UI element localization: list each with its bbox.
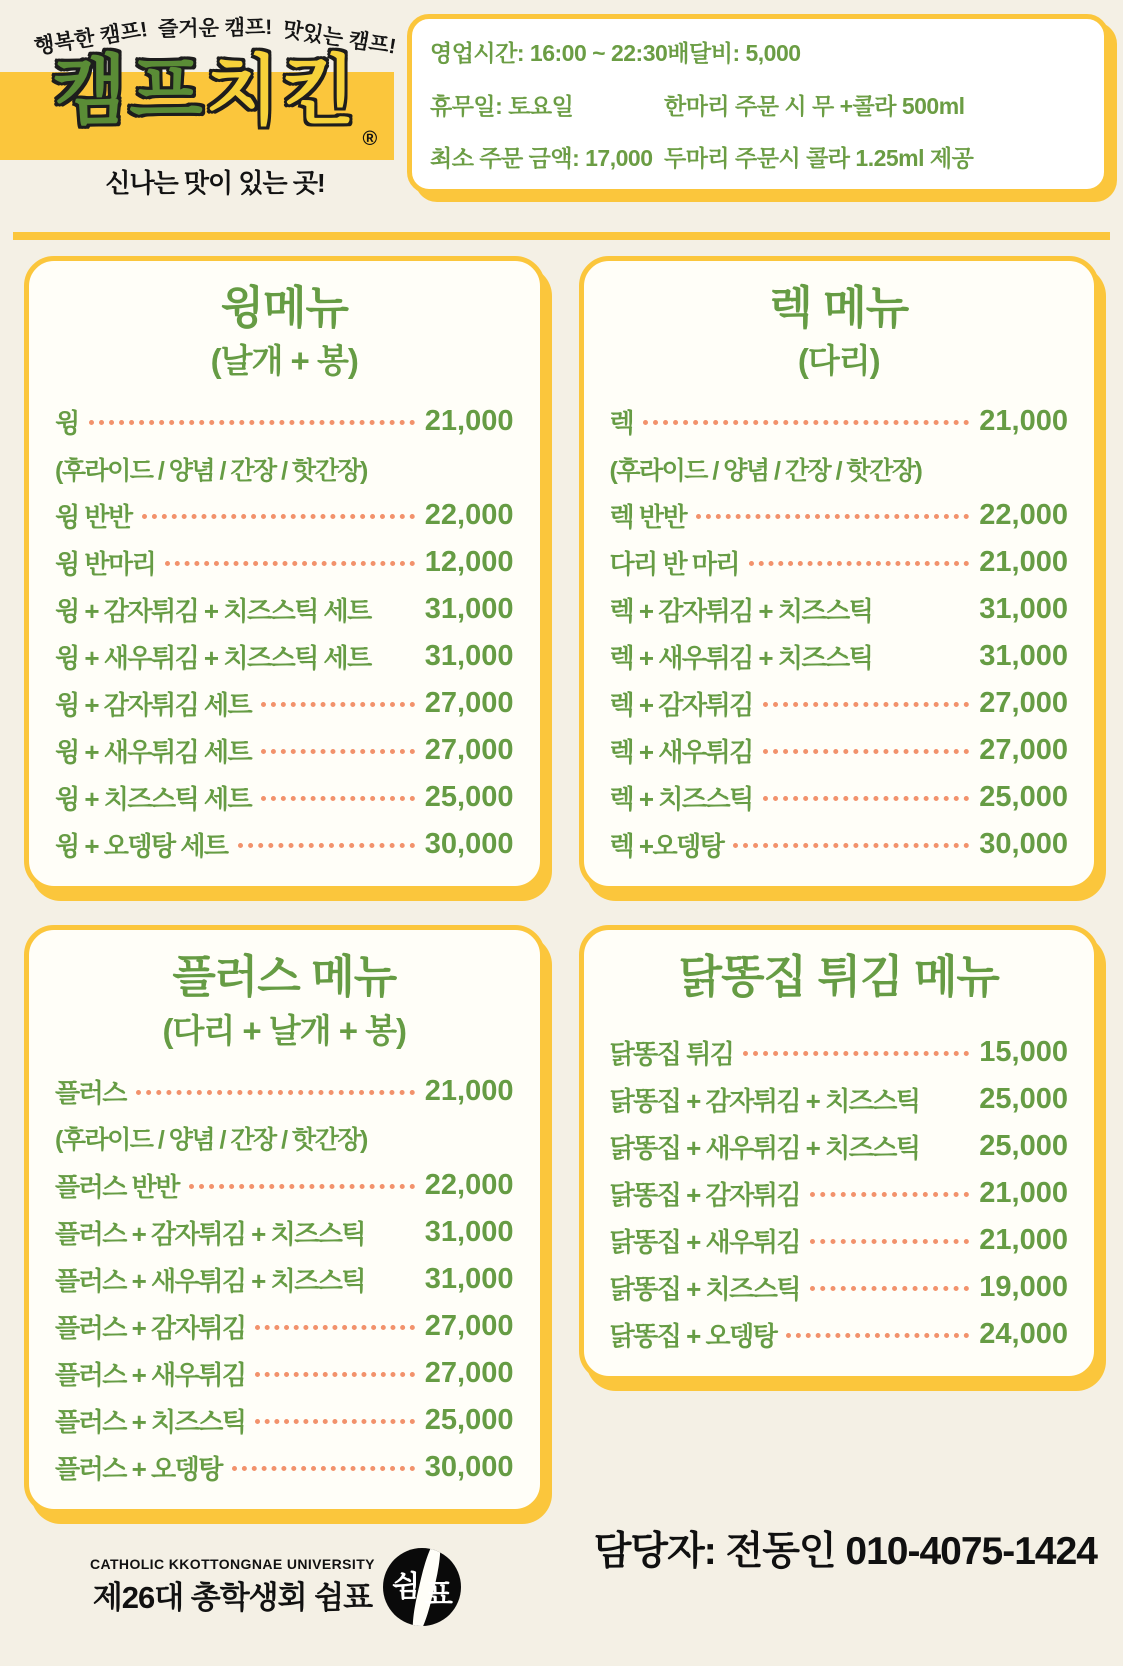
menu-item-name: 윙 + 치즈스틱 세트 [55, 784, 252, 815]
dotted-leader [810, 1286, 969, 1291]
logo-char-2: 표 [424, 1578, 453, 1611]
menu-item-price: 25,000 [979, 1129, 1068, 1162]
menu-item-price: 31,000 [424, 1262, 514, 1295]
menu-item-list [610, 398, 1069, 868]
menu-item-price: 21,000 [424, 405, 514, 438]
menu-item-name: 닭똥집 + 새우튀김 [609, 1226, 800, 1257]
menu-item-name: 윙 + 오뎅탕 세트 [55, 831, 228, 862]
info-label-left: 영업시간: 16:00 ~ 22:30 [430, 40, 668, 66]
brand-logo [46, 49, 384, 150]
menu-item-name: 윙 + 새우튀김 세트 [55, 737, 252, 768]
menu-item-name: 윙 + 새우튀김 + 치즈스틱 세트 [55, 643, 371, 674]
menu-item-price: 21,000 [979, 1176, 1068, 1209]
menu-item-name: 렉 + 감자튀김 [609, 690, 753, 721]
dotted-leader [255, 1419, 414, 1424]
menu-item-price: 25,000 [424, 1403, 514, 1436]
menu-item-price: 31,000 [424, 1215, 514, 1248]
brand-logo-block [32, 12, 398, 200]
menu-item-name: 윙 반반 [55, 502, 132, 533]
menu-item-price: 27,000 [424, 734, 514, 767]
dotted-leader [763, 796, 970, 801]
menu-item-list [55, 398, 514, 868]
menu-item-list [55, 1068, 514, 1491]
menu-item-row [55, 1350, 514, 1397]
menu-item-name: 플러스 + 감자튀김 + 치즈스틱 [55, 1218, 366, 1249]
dotted-leader [238, 843, 415, 848]
menu-card-subtitle: (다리 + 날개 + 봉) [162, 1011, 407, 1049]
dotted-leader [786, 1333, 969, 1338]
menu-item-name: 닭똥집 + 감자튀김 + 치즈스틱 [609, 1085, 920, 1116]
menu-item-name: 렉 + 감자튀김 + 치즈스틱 [609, 596, 873, 627]
menu-item-price: 19,000 [979, 1270, 1068, 1303]
menu-item-name: 닭똥집 + 감자튀김 [609, 1179, 800, 1210]
dotted-leader [142, 514, 415, 519]
menu-item-name: 렉 + 치즈스틱 [609, 784, 753, 815]
menu-item-name: 플러스 + 새우튀김 [55, 1359, 246, 1390]
dotted-leader [232, 1466, 415, 1471]
menu-item-row [610, 1123, 1069, 1170]
menu-item-row [610, 586, 1069, 633]
logo-char-1: 쉼 [391, 1570, 420, 1603]
brand-logo-yellow-part: 치킨 [205, 49, 359, 134]
menu-item-price: 25,000 [424, 781, 514, 814]
menu-item-row [55, 1209, 514, 1256]
menu-card-title: 닭똥집 튀김 메뉴 [678, 951, 999, 1003]
menu-item-name: 렉 + 새우튀김 + 치즈스틱 [609, 643, 873, 674]
menu-item-price: 27,000 [424, 1356, 514, 1389]
contact-line: 담당자: 전동인 010-4075-1424 [593, 1529, 1097, 1573]
dotted-leader [810, 1192, 969, 1197]
menu-item-price: 31,000 [424, 640, 514, 673]
tagline-part: 즐거운 캠프! [157, 16, 273, 41]
menu-item-price: 22,000 [424, 1168, 514, 1201]
header [0, 0, 1123, 224]
dotted-leader [261, 702, 415, 707]
dotted-leader [643, 420, 969, 425]
info-label-right: 두마리 주문시 콜라 1.25ml 제공 [664, 145, 974, 171]
dotted-leader [810, 1239, 969, 1244]
menu-item-row [55, 1397, 514, 1444]
menu-item-row [55, 821, 514, 868]
menu-item-row [55, 1162, 514, 1209]
menu-item-name: 다리 반 마리 [609, 549, 740, 580]
store-info-box [407, 14, 1109, 194]
menu-item-name: 윙 [55, 408, 79, 439]
menu-item-name: 렉 + 새우튀김 [609, 737, 753, 768]
dotted-leader [733, 843, 969, 848]
menu-item-name: 플러스 [55, 1077, 126, 1108]
menu-item-row [610, 1170, 1069, 1217]
menu-item-price: 22,000 [979, 499, 1068, 532]
dotted-leader [696, 514, 969, 519]
footer [0, 1516, 1123, 1666]
menu-item-row [55, 492, 514, 539]
dotted-leader [763, 702, 970, 707]
menu-item-price: 21,000 [979, 1223, 1068, 1256]
menu-grid [0, 240, 1123, 1514]
dotted-leader [255, 1372, 414, 1377]
dotted-leader [749, 561, 969, 566]
menu-card-title: 렉 메뉴 [769, 282, 909, 333]
dotted-leader [255, 1325, 414, 1330]
menu-item-price: 24,000 [979, 1317, 1068, 1350]
info-row [430, 35, 1086, 68]
menu-item-name: 윙 반마리 [55, 549, 156, 580]
info-label-right: 배달비: 5,000 [667, 40, 801, 66]
info-label-right: 한마리 주문 시 무 +콜라 500ml [664, 92, 965, 119]
menu-item-name: 닭똥집 + 치즈스틱 [609, 1273, 800, 1304]
menu-card-subtitle: (다리) [797, 342, 880, 380]
dotted-leader [136, 1090, 415, 1095]
menu-item-price: 25,000 [979, 1082, 1068, 1115]
menu-item-row [610, 821, 1069, 868]
menu-item-name: 플러스 + 감자튀김 [55, 1312, 246, 1343]
menu-item-price: 30,000 [424, 1450, 514, 1483]
menu-item-name: 플러스 + 치즈스틱 [55, 1406, 246, 1437]
dotted-leader [763, 749, 970, 754]
menu-item-name: 닭똥집 + 오뎅탕 [609, 1320, 777, 1351]
menu-item-name: 닭똥집 튀김 [609, 1038, 734, 1069]
menu-item-note: (후라이드 / 양념 / 간장 / 핫간장) [55, 1126, 367, 1155]
menu-item-name: 렉 [609, 408, 634, 439]
menu-item-name: 닭똥집 + 새우튀김 + 치즈스틱 [609, 1132, 920, 1163]
dotted-leader [165, 561, 415, 566]
menu-item-list [610, 1029, 1069, 1358]
menu-item-price: 12,000 [424, 546, 514, 579]
dotted-leader [743, 1051, 969, 1056]
menu-item-row [610, 1264, 1069, 1311]
menu-item-row [610, 1217, 1069, 1264]
menu-item-row [55, 1303, 514, 1350]
menu-item-row [610, 1311, 1069, 1358]
menu-item-name: 플러스 + 오뎅탕 [55, 1453, 222, 1484]
menu-item-row [610, 1076, 1069, 1123]
menu-card [24, 256, 545, 891]
menu-item-price: 21,000 [979, 405, 1068, 438]
menu-card-title: 플러스 메뉴 [172, 951, 397, 1003]
menu-item-note: (후라이드 / 양념 / 간장 / 핫간장) [55, 456, 367, 485]
menu-item-row [55, 1444, 514, 1491]
menu-item-price: 27,000 [979, 734, 1068, 767]
menu-item-price: 21,000 [424, 1074, 514, 1107]
menu-item-price: 27,000 [979, 687, 1068, 720]
menu-item-name: 렉 반반 [609, 502, 687, 533]
brand-logo-green-part: 캠프 [52, 49, 206, 134]
info-label-left: 최소 주문 금액: 17,000 [430, 145, 653, 171]
menu-item-name: 플러스 + 새우튀김 + 치즈스틱 [55, 1265, 366, 1296]
info-row [430, 88, 1086, 121]
brand-tagline [32, 12, 398, 59]
dotted-leader [261, 796, 415, 801]
info-row [430, 140, 1086, 173]
menu-item-row [610, 680, 1069, 727]
menu-item-row [610, 492, 1069, 539]
menu-item-name: 윙 + 감자튀김 + 치즈스틱 세트 [55, 596, 371, 627]
menu-card [579, 925, 1100, 1380]
menu-item-price: 27,000 [424, 687, 514, 720]
menu-item-row [55, 1256, 514, 1303]
menu-item-row [610, 633, 1069, 680]
section-divider [13, 232, 1110, 240]
menu-item-price: 21,000 [979, 546, 1068, 579]
menu-card-title: 윙메뉴 [220, 282, 348, 333]
dotted-leader [189, 1184, 415, 1189]
menu-item-name: 플러스 반반 [55, 1171, 179, 1202]
info-label-left: 휴무일: 토요일 [430, 92, 574, 119]
registered-trademark-icon: ® [362, 128, 378, 150]
tagline-part: 맛있는 캠프! [281, 18, 398, 59]
menu-item-price: 15,000 [979, 1035, 1068, 1068]
menu-card [579, 256, 1100, 891]
dotted-leader [89, 420, 415, 425]
menu-item-row [55, 633, 514, 680]
menu-item-price: 30,000 [979, 828, 1068, 861]
tagline-part: 행복한 캠프! [32, 18, 149, 59]
menu-item-price: 22,000 [424, 499, 514, 532]
menu-item-name: 렉 +오뎅탕 [609, 831, 724, 862]
menu-card-subtitle: (날개 + 봉) [210, 342, 358, 380]
menu-item-row [55, 539, 514, 586]
university-name-en: CATHOLIC KKOTTONGNAE UNIVERSITY [90, 1556, 375, 1573]
menu-item-row [55, 1068, 514, 1115]
menu-item-row [55, 774, 514, 821]
menu-item-row [610, 727, 1069, 774]
menu-item-row [55, 727, 514, 774]
menu-item-row [55, 586, 514, 633]
dotted-leader [261, 749, 415, 754]
menu-item-note: (후라이드 / 양념 / 간장 / 핫간장) [609, 456, 922, 485]
menu-item-row [55, 398, 514, 445]
menu-card [24, 925, 545, 1513]
menu-item-price: 30,000 [424, 828, 514, 861]
menu-item-row [610, 398, 1069, 445]
menu-item-price: 25,000 [979, 781, 1068, 814]
menu-item-price: 27,000 [424, 1309, 514, 1342]
menu-item-price: 31,000 [979, 593, 1068, 626]
menu-item-row [55, 680, 514, 727]
brand-slogan: 신나는 맛이 있는 곳! [105, 168, 325, 198]
menu-item-row [610, 1029, 1069, 1076]
menu-item-price: 31,000 [424, 593, 514, 626]
menu-item-price: 31,000 [979, 640, 1068, 673]
menu-item-row [610, 539, 1069, 586]
menu-item-row [610, 774, 1069, 821]
menu-item-name: 윙 + 감자튀김 세트 [55, 690, 252, 721]
university-council-name: 제26대 총학생회 쉼표 [92, 1580, 373, 1616]
